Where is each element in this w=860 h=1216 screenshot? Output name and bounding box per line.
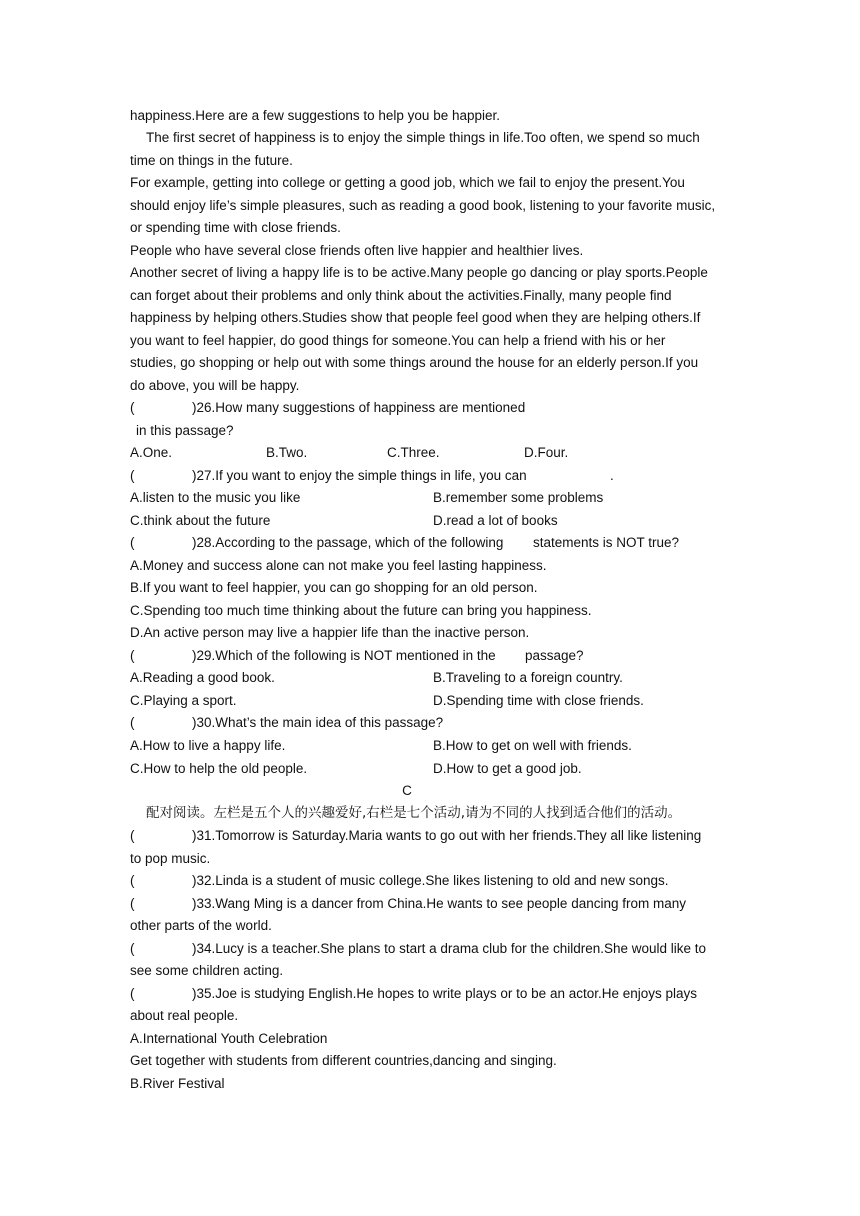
passage-line: or spending time with close friends. [130,220,341,235]
passage-line: happiness.Here are a few suggestions to help you be happier. [130,108,500,123]
question-text: )33.Wang Ming is a dancer from China.He wants to see people dancing from many [192,896,686,911]
question-text: )26.How many suggestions of happiness are mentioned [192,400,526,415]
passage-line: Another secret of living a happy life is to be active.Many people go dancing or play sports.People [130,265,708,280]
option-a: A.listen to the music you like [130,490,301,505]
question-34 [130,940,706,958]
passage-line: For example, getting into college or getting a good job, which we fail to enjoy the present.You [130,175,685,190]
question-text: )29.Which of the following is NOT mentioned in the [192,648,496,663]
question-text: )30.What’s the main idea of this passage? [192,715,444,730]
option-a: A.One. [130,445,173,460]
passage-line: you want to feel happier, do good things for someone.You can help a friend with his or her [130,333,666,348]
answer-paren: ( [130,535,135,550]
question-29 [130,647,496,665]
option-b: B.remember some problems [433,490,604,505]
answer-paren: ( [130,941,135,956]
option-c: C.Playing a sport. [130,693,237,708]
question-text: )31.Tomorrow is Saturday.Maria wants to go out with her friends.They all like listening [192,828,702,843]
option-b: B.If you want to feel happier, you can go shopping for an old person. [130,580,538,595]
option-d: D.Spending time with close friends. [433,693,644,708]
question-text: )32.Linda is a student of music college.She likes listening to old and new songs. [192,873,669,888]
option-d: D.read a lot of books [433,513,558,528]
passage-line: People who have several close friends often live happier and healthier lives. [130,243,584,258]
question-continuation: about real people. [130,1008,239,1023]
option-c: C.think about the future [130,513,271,528]
answer-paren: ( [130,468,135,483]
option-d: D.An active person may live a happier life than the inactive person. [130,625,530,640]
question-27 [130,467,527,485]
question-33 [130,895,686,913]
option-d: D.How to get a good job. [433,761,582,776]
option-b: B.How to get on well with friends. [433,738,632,753]
question-end-mark: . [610,468,614,483]
option-b: B.Traveling to a foreign country. [433,670,623,685]
question-31 [130,827,701,845]
question-text: )28.According to the passage, which of the following [192,535,504,550]
answer-paren: ( [130,986,135,1001]
question-30 [130,714,443,732]
question-continuation: in this passage? [136,423,234,438]
question-continuation: other parts of the world. [130,918,272,933]
passage-line: happiness by helping others.Studies show that people feel good when they are helping others.If [130,310,701,325]
question-35 [130,985,697,1003]
section-heading: C [402,783,412,798]
question-26 [130,399,525,417]
question-text: )27.If you want to enjoy the simple things in life, you can [192,468,527,483]
passage-line: The first secret of happiness is to enjoy the simple things in life.Too often, we spend so much [146,130,700,145]
option-a: A.Money and success alone can not make you feel lasting happiness. [130,558,547,573]
question-text: )34.Lucy is a teacher.She plans to start a drama club for the children.She would like to [192,941,707,956]
question-text: )35.Joe is studying English.He hopes to write plays or to be an actor.He enjoys plays [192,986,698,1001]
passage-line: studies, go shopping or help out with some things around the house for an elderly person.If you [130,355,699,370]
answer-paren: ( [130,400,135,415]
option-c: C.Spending too much time thinking about the future can bring you happiness. [130,603,592,618]
question-continuation: see some children acting. [130,963,284,978]
answer-paren: ( [130,648,135,663]
activity-title: B.River Festival [130,1076,225,1091]
question-text-cont: statements is NOT true? [533,535,680,550]
passage-line: should enjoy life’s simple pleasures, such as reading a good book, listening to your favorite music, [130,198,716,213]
option-c: C.Three. [387,445,440,460]
answer-paren: ( [130,715,135,730]
answer-paren: ( [130,873,135,888]
question-28 [130,534,503,552]
passage-line: do above, you will be happy. [130,378,300,393]
option-d: D.Four. [524,445,569,460]
activity-title: A.International Youth Celebration [130,1031,328,1046]
question-continuation: to pop music. [130,851,211,866]
passage-line: time on things in the future. [130,153,293,168]
question-text-cont: passage? [525,648,584,663]
question-32 [130,872,669,890]
option-c: C.How to help the old people. [130,761,308,776]
passage-line: can forget about their problems and only think about the activities.Finally, many people find [130,288,672,303]
section-instruction: 配对阅读。左栏是五个人的兴趣爱好,右栏是七个活动,请为不同的人找到适合他们的活动。 [146,805,682,821]
activity-description: Get together with students from different countries,dancing and singing. [130,1053,557,1068]
answer-paren: ( [130,828,135,843]
answer-paren: ( [130,896,135,911]
option-a: A.Reading a good book. [130,670,275,685]
option-b: B.Two. [266,445,308,460]
option-a: A.How to live a happy life. [130,738,286,753]
